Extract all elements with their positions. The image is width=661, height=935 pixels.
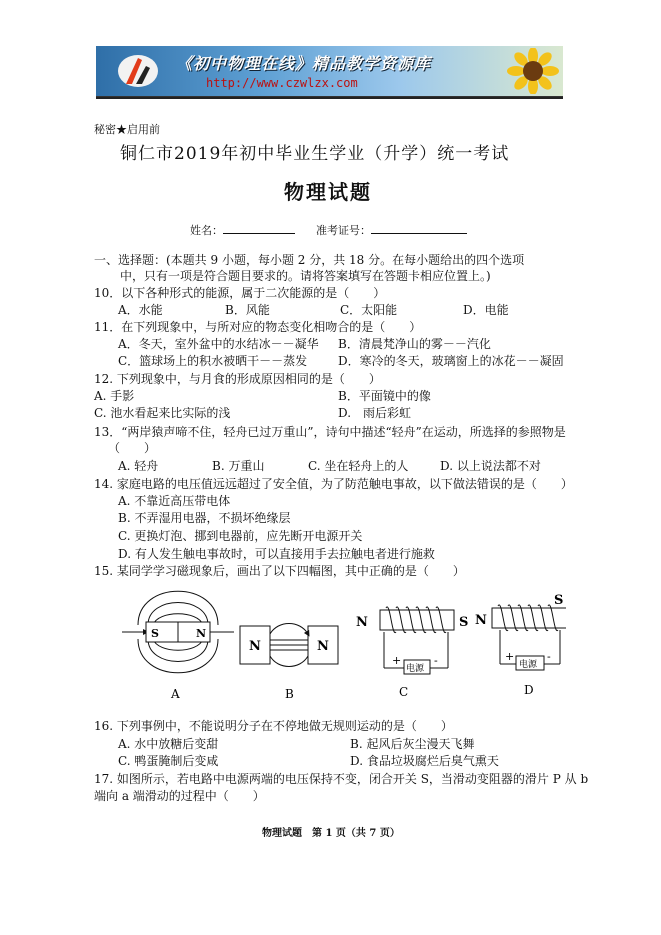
option: D．电能 — [463, 303, 509, 317]
question-10-stem: 10．以下各种形式的能源，属于二次能源的是（ ） — [94, 286, 386, 300]
question-17-line-2: 端向 a 端滑动的过程中（ ） — [94, 789, 265, 803]
option: D. 雨后彩虹 — [338, 406, 412, 420]
figure-c-label: C — [399, 685, 409, 699]
name-blank — [223, 221, 295, 234]
option: C. 鸭蛋腌制后变咸 — [118, 754, 219, 768]
figure-d-s-pole: S — [554, 593, 564, 608]
figure-d-power: 电源 — [519, 660, 538, 670]
figure-d-label: D — [524, 683, 534, 697]
name-field — [190, 221, 295, 239]
option: A. 手影 — [94, 389, 135, 403]
option: B．风能 — [225, 303, 270, 317]
banner-title: 《初中物理在线》精品教学资源库 — [176, 54, 432, 73]
option: A. 轻舟 — [118, 459, 159, 473]
option: A. 不靠近高压带电体 — [118, 494, 231, 508]
page-footer: 物理试题 第 1 页（共 7 页） — [262, 828, 400, 839]
figure-d-plus: + — [505, 650, 515, 663]
figure-c-plus: + — [392, 654, 402, 667]
option: C. 更换灯泡、挪到电器前，应先断开电源开关 — [118, 529, 363, 543]
option: C．太阳能 — [340, 303, 398, 317]
option: C．篮球场上的积水被晒干－－蒸发 — [118, 354, 308, 368]
figure-a-s-pole: S — [151, 627, 159, 640]
figure-b-n-right: N — [317, 639, 329, 654]
option: B. 万重山 — [212, 459, 265, 473]
question-14-stem: 14. 家庭电路的电压值远远超过了安全值，为了防范触电事故，以下做法错误的是（ ） — [94, 477, 573, 491]
magnetism-figures — [118, 590, 566, 702]
option: D. 有人发生触电事故时，可以直接用手去拉触电者进行施救 — [118, 547, 435, 561]
question-12-stem: 12. 下列现象中，与月食的形成原因相同的是（ ） — [94, 372, 381, 386]
option: B．清晨梵净山的雾－－汽化 — [338, 337, 491, 351]
option: B. 起风后灰尘漫天飞舞 — [350, 737, 475, 751]
figure-c-n-pole: N — [356, 615, 368, 630]
figure-a-label: A — [171, 687, 180, 701]
figure-d-minus: - — [547, 650, 551, 663]
option: D. 以上说法都不对 — [440, 459, 541, 473]
sunflower-icon — [506, 48, 561, 94]
option: B．平面镜中的像 — [338, 389, 431, 403]
id-blank — [371, 221, 467, 234]
option: B. 不弄湿用电器，不损坏绝缘层 — [118, 511, 291, 525]
banner-url: http://www.czwlzx.com — [206, 76, 358, 90]
figure-a-n-pole: N — [196, 627, 207, 640]
question-16-stem: 16. 下列事例中，不能说明分子在不停地做无规则运动的是（ ） — [94, 719, 453, 733]
figure-d-n-pole: N — [475, 613, 487, 628]
figure-b-n-left: N — [249, 639, 261, 654]
option: D．寒冷的冬天，玻璃窗上的冰花－－凝固 — [338, 354, 564, 368]
figure-b-label: B — [285, 687, 294, 701]
option: A．水能 — [118, 303, 163, 317]
figure-c-s-pole: S — [459, 615, 469, 630]
section-instruction-2: 中，只有一项是符合题目要求的。请将答案填写在答题卡相应位置上。) — [120, 269, 491, 283]
section-instruction-1: 一、选择题：(本题共 9 小题，每小题 2 分，共 18 分。在每小题给出的四个选项 — [94, 253, 525, 267]
name-label: 姓名： — [190, 224, 223, 237]
id-label: 准考证号： — [316, 224, 371, 237]
header-rule — [96, 97, 563, 99]
logo-icon — [116, 52, 160, 90]
figure-a — [122, 591, 234, 673]
question-13-stem: 13．“两岸猿声啼不住，轻舟已过万重山”，诗句中描述“轻舟”在运动，所选择的参照物是 — [94, 425, 566, 439]
figure-c-minus: - — [434, 654, 438, 667]
option: D. 食品垃圾腐烂后臭气熏天 — [350, 754, 499, 768]
option: C. 坐在轻舟上的人 — [308, 459, 409, 473]
question-11-stem: 11．在下列现象中，与所对应的物态变化相吻合的是（ ） — [94, 320, 422, 334]
header-banner — [96, 46, 563, 97]
option: A．冬天，室外盆中的水结冰－－凝华 — [118, 337, 319, 351]
option: C. 池水看起来比实际的浅 — [94, 406, 231, 420]
option: A. 水中放糖后变甜 — [118, 737, 219, 751]
question-15-stem: 15. 某同学学习磁现象后，画出了以下四幅图，其中正确的是（ ） — [94, 564, 465, 578]
secret-label: 秘密★启用前 — [94, 123, 160, 136]
figure-c-power: 电源 — [406, 664, 425, 674]
id-field — [316, 221, 467, 239]
subject-title: 物理试题 — [284, 180, 372, 204]
question-17-line-1: 17. 如图所示，若电路中电源两端的电压保持不变，闭合开关 S，当滑动变阻器的滑片 P 从 b — [94, 772, 589, 786]
exam-title: 铜仁市2019年初中毕业生学业（升学）统一考试 — [120, 144, 510, 164]
question-13-paren: （ ） — [108, 441, 157, 455]
